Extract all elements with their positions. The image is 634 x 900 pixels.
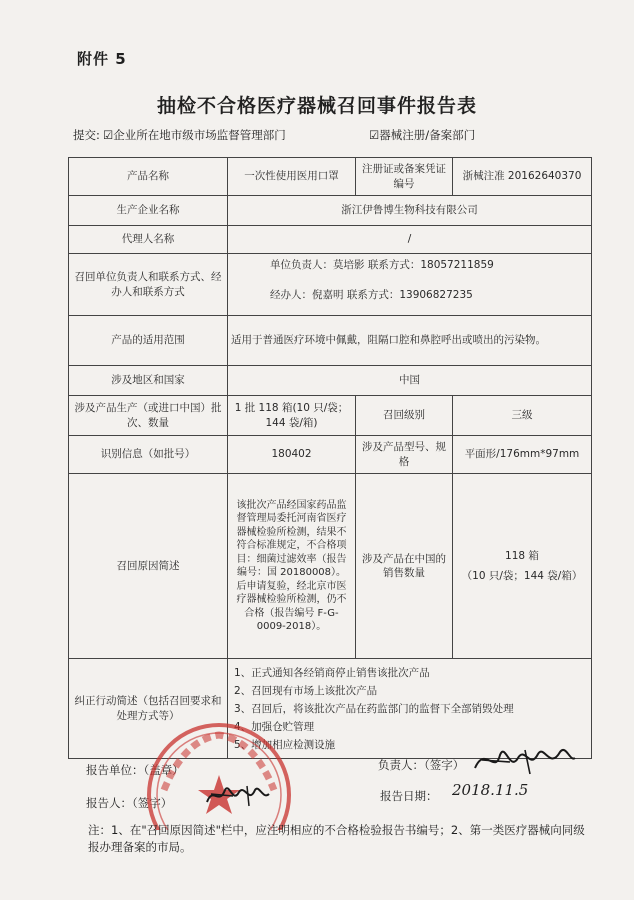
batch-value: 1 批 118 箱(10 只/袋；144 袋/箱) <box>228 396 356 436</box>
agent-value: / <box>228 226 592 254</box>
manufacturer-label: 生产企业名称 <box>69 196 228 226</box>
contact-line-responsible: 单位负责人：莫培影 联系方式：18057211859 <box>270 259 494 271</box>
model-label: 涉及产品型号、规格 <box>356 436 453 474</box>
table-row <box>69 196 592 226</box>
recall-level-label: 召回级别 <box>356 396 453 436</box>
model-value: 平面形/176mm*97mm <box>453 436 592 474</box>
batch-label: 涉及产品生产（或进口中国）批次、数量 <box>69 396 228 436</box>
report-date-label: 报告日期： <box>380 789 438 803</box>
responsible-signature-icon <box>470 740 580 780</box>
submit-option-city-dept: ☑企业所在地市级市场监督管理部门 <box>103 128 286 142</box>
action-item: 3、召回后，将该批次产品在药监部门的监督下全部销毁处理 <box>234 702 514 715</box>
contact-cell <box>228 254 592 316</box>
responsible-label: 负责人：（签字） <box>378 758 465 772</box>
action-label: 纠正行动简述（包括召回要求和处理方式等） <box>69 659 228 759</box>
table-row <box>69 316 592 366</box>
sales-boxes: 118 箱 <box>505 549 539 562</box>
id-label: 识别信息（如批号） <box>69 436 228 474</box>
table-row <box>69 226 592 254</box>
table-row <box>69 254 592 316</box>
action-item: 1、正式通知各经销商停止销售该批次产品 <box>234 666 430 679</box>
reason-value: 该批次产品经国家药品监督管理局委托河南省医疗器械检验所检测，结果不符合标准规定，不合格项目：细菌过滤效率（报告编号：国 20180008）。后申请复验，经北京市医疗器械检验所检测，仍不合格（报告编号 F-G-0009-2018）。 <box>228 474 356 659</box>
manufacturer-value: 浙江伊鲁博生物科技有限公司 <box>228 196 592 226</box>
recall-level-value: 三级 <box>453 396 592 436</box>
sales-packing: （10 只/袋；144 袋/箱） <box>461 570 583 582</box>
company-seal-icon <box>144 720 294 830</box>
registration-label: 注册证或备案凭证编号 <box>356 158 453 196</box>
scope-label: 产品的适用范围 <box>69 316 228 366</box>
agent-label: 代理人名称 <box>69 226 228 254</box>
annex-label: 附件 5 <box>77 50 127 68</box>
registration-value: 浙械注准 20162640370 <box>453 158 592 196</box>
table-row <box>69 366 592 396</box>
submit-line <box>73 127 593 147</box>
contact-line-handler: 经办人：倪嘉明 联系方式：13906827235 <box>270 289 473 301</box>
product-name-value: 一次性使用医用口罩 <box>228 158 356 196</box>
report-date-value: 2018.11.5 <box>452 781 529 799</box>
reporter-label: 报告人：（签字） <box>86 796 173 810</box>
action-item: 2、召回现有市场上该批次产品 <box>234 684 378 697</box>
region-label: 涉及地区和国家 <box>69 366 228 396</box>
contact-label: 召回单位负责人和联系方式、经办人和联系方式 <box>69 254 228 316</box>
report-table <box>68 157 592 759</box>
action-item: 5、增加相应检测设施 <box>234 738 336 751</box>
form-title: 抽检不合格医疗器械召回事件报告表 <box>156 95 477 117</box>
submit-label: 提交: <box>73 128 100 142</box>
reporter-signature-icon <box>203 780 273 810</box>
footnote: 注：1、在"召回原因简述"栏中，应注明相应的不合格检验报告书编号；2、第一类医疗器械向同级报办理备案的市局。 <box>88 823 585 854</box>
action-item: 4、加强仓贮管理 <box>234 720 315 733</box>
table-row <box>69 158 592 196</box>
sales-label: 涉及产品在中国的销售数量 <box>356 474 453 659</box>
sales-value <box>453 474 592 659</box>
table-row <box>69 474 592 659</box>
table-row <box>69 436 592 474</box>
report-unit-label: 报告单位：（盖章） <box>86 763 184 777</box>
product-name-label: 产品名称 <box>69 158 228 196</box>
region-value: 中国 <box>228 366 592 396</box>
scope-value: 适用于普通医疗环境中佩戴，阻隔口腔和鼻腔呼出或喷出的污染物。 <box>228 316 592 366</box>
reason-label: 召回原因简述 <box>69 474 228 659</box>
id-value: 180402 <box>228 436 356 474</box>
table-row <box>69 396 592 436</box>
submit-option-registration-dept: ☑器械注册/备案部门 <box>369 128 476 142</box>
